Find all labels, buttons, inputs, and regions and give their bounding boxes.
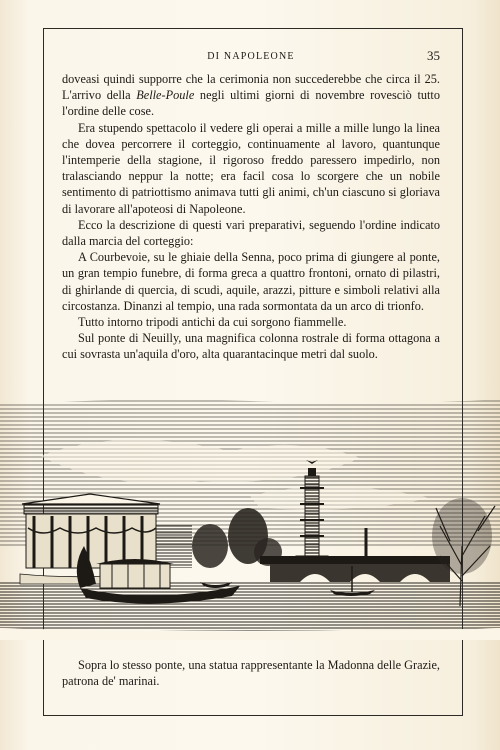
ship-name: Belle-Poule [136, 88, 195, 103]
paragraph-4: A Courbevoie, su le ghiaie della Senna, poco prima di giungere al ponte, un gran tempio funebre, di forma greca a quattro frontoni, ornato di pilastri, di ghirlande di quercia, di scudi, aquile, arazzi, pitture e simboli relativi alla circostanza. Dinanzi al tempio, una rada sormontata da un arco di trionfo. [62, 250, 440, 313]
paragraph-1-text-b: negli ultimi giorni di novembre rovesciò tutto l'ordine delle cose. [62, 88, 440, 119]
engraving-illustration [0, 396, 500, 640]
caption-text: Sopra lo stesso ponte, una statua rappresentante la Madonna delle Grazie, patrona de' marinai. [62, 658, 440, 689]
paragraph-2: Era stupendo spettacolo il vedere gli operai a mille a mille lungo la linea che dovea percorrere il corteggio, continuamente al lavoro, quantunque l'intemperie della stagione, il rigoroso freddo paressero impedirlo, non tralasciando neppur la notte; era facil cosa lo scorgere che un nobile sentimento di patriottismo animava tutti gli animi, ch'un ciascuno si gloriava di lavorare all'apoteosi di Napoleone. [62, 120, 440, 216]
running-head [62, 48, 440, 64]
paragraph-5: Tutto intorno tripodi antichi da cui sorgono fiammelle. [78, 315, 347, 330]
caption-paragraph [62, 657, 440, 689]
body-text [62, 71, 440, 363]
paragraph-1-text-a: doveasi quindi supporre che la cerimonia non succederebbe che circa il 25. L'arrivo della [62, 72, 440, 103]
paragraph-6: Sul ponte di Neuilly, una magnifica colonna rostrale di forma ottagona a cui sovrasta un'aquila d'oro, alta quarantacinque metri dal suolo. [62, 331, 440, 362]
running-title: DI NAPOLEONE [207, 51, 295, 62]
river-water [0, 582, 500, 631]
page-number: 35 [427, 48, 440, 63]
paragraph-1 [62, 71, 440, 120]
engraving-svg [0, 396, 500, 640]
paragraph-3: Ecco la descrizione di questi vari preparativi, seguendo l'ordine indicato dalla marcia del corteggio: [62, 217, 440, 249]
